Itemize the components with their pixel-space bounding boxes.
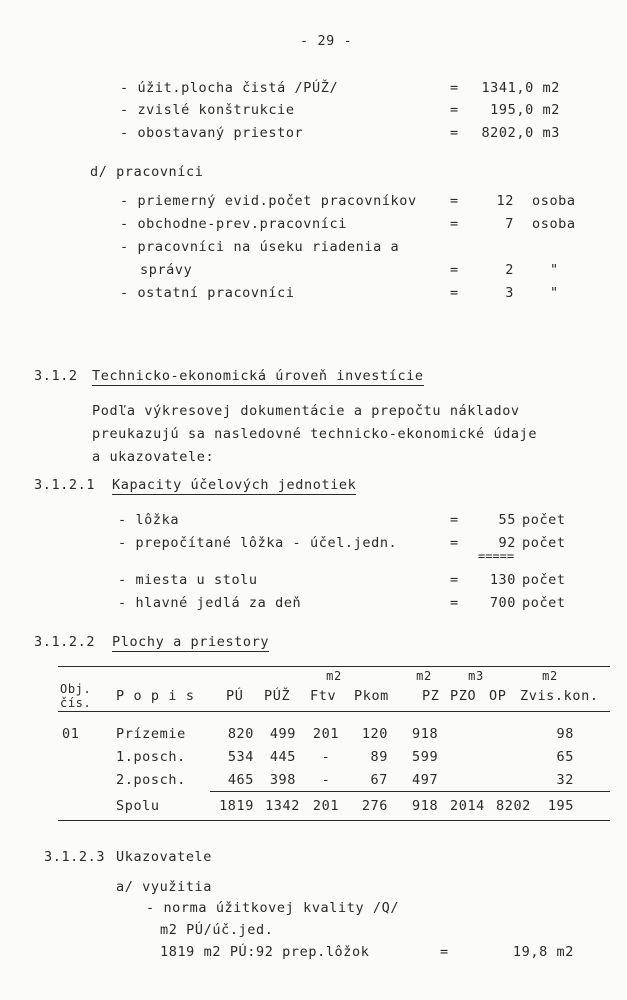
worker-item-value: 7 bbox=[505, 216, 514, 232]
indicator-unit: m2 PÚ/úč.jed. bbox=[160, 922, 274, 938]
paragraph-line: preukazujú sa nasledovné technicko-ekonomické údaje bbox=[92, 426, 538, 442]
section-title: Ukazovatele bbox=[116, 849, 213, 865]
double-underline: ===== bbox=[478, 549, 515, 563]
cell-pu: 534 bbox=[227, 749, 254, 765]
page-number: - 29 - bbox=[300, 33, 353, 49]
cell-zvis: 98 bbox=[556, 726, 574, 742]
table-rule bbox=[58, 666, 610, 667]
equals-sign: = bbox=[450, 512, 459, 528]
workers-heading: d/ pracovníci bbox=[90, 164, 204, 180]
cell-puz: 398 bbox=[269, 772, 296, 788]
worker-item-unit: " bbox=[550, 262, 559, 278]
cell-pzo: 2014 bbox=[450, 798, 485, 814]
equals-sign: = bbox=[450, 216, 459, 232]
unit-label: m2 bbox=[326, 669, 342, 683]
capacity-item-label: - hlavné jedlá za deň bbox=[118, 595, 302, 611]
cell-pz: 497 bbox=[412, 772, 439, 788]
worker-item-label: správy bbox=[140, 262, 193, 278]
equals-sign: = bbox=[440, 944, 449, 960]
capacity-item-value: 700 bbox=[489, 595, 516, 611]
cell-zvis: 32 bbox=[556, 772, 574, 788]
unit-label: m2 bbox=[542, 669, 558, 683]
equals-sign: = bbox=[450, 535, 459, 551]
indicator-calc: 1819 m2 PÚ:92 prep.lôžok bbox=[160, 944, 370, 960]
area-item-label: - obostavaný priestor bbox=[120, 125, 304, 141]
cell-zvis: 195 bbox=[547, 798, 574, 814]
capacity-item-value: 130 bbox=[489, 572, 516, 588]
header-op: OP bbox=[489, 688, 507, 704]
equals-sign: = bbox=[450, 102, 459, 118]
capacity-item-unit: počet bbox=[522, 595, 566, 611]
cell-popis: 2.posch. bbox=[116, 772, 186, 788]
worker-item-unit: osoba bbox=[532, 216, 576, 232]
cell-pu: 1819 bbox=[219, 798, 254, 814]
worker-item-value: 2 bbox=[505, 262, 514, 278]
header-ftv: Ftv bbox=[310, 688, 337, 704]
header-zvis: Zvis.kon. bbox=[520, 688, 599, 704]
cell-ftv: 201 bbox=[312, 798, 340, 814]
capacity-item-value: 92 bbox=[498, 535, 516, 551]
worker-item-unit: " bbox=[550, 285, 559, 301]
area-item-value: 195,0 m2 bbox=[490, 102, 560, 118]
worker-item-label: - ostatní pracovníci bbox=[120, 285, 295, 301]
obj-number: 01 bbox=[62, 726, 80, 742]
unit-label: m3 bbox=[468, 669, 484, 683]
cell-ftv: - bbox=[321, 749, 331, 765]
area-item-value: 1341,0 m2 bbox=[481, 80, 560, 96]
cell-pkom: 89 bbox=[370, 749, 388, 765]
capacity-item-unit: počet bbox=[522, 535, 566, 551]
cell-pkom: 67 bbox=[370, 772, 388, 788]
capacity-item-unit: počet bbox=[522, 572, 566, 588]
section-number: 3.1.2.2 bbox=[34, 634, 96, 650]
worker-item-unit: osoba bbox=[532, 193, 576, 209]
cell-popis: 1.posch. bbox=[116, 749, 186, 765]
equals-sign: = bbox=[450, 285, 459, 301]
section-number: 3.1.2.3 bbox=[44, 849, 106, 865]
equals-sign: = bbox=[450, 80, 459, 96]
header-popis: P o p i s bbox=[116, 688, 195, 704]
header-pzo: PZO bbox=[450, 688, 477, 704]
equals-sign: = bbox=[450, 125, 459, 141]
section-title: Kapacity účelových jednotiek bbox=[112, 477, 357, 493]
worker-item-value: 12 bbox=[496, 193, 514, 209]
table-rule bbox=[58, 711, 610, 712]
equals-sign: = bbox=[450, 262, 459, 278]
table-rule bbox=[210, 791, 610, 792]
cell-pz: 918 bbox=[412, 798, 439, 814]
header-pu: PÚ bbox=[226, 688, 244, 704]
section-number: 3.1.2 bbox=[34, 368, 78, 384]
cell-pu: 465 bbox=[227, 772, 254, 788]
header-obj: čís. bbox=[60, 696, 92, 710]
paragraph-line: Podľa výkresovej dokumentácie a prepočtu nákladov bbox=[92, 403, 520, 419]
header-obj: Obj. bbox=[60, 682, 92, 696]
equals-sign: = bbox=[450, 595, 459, 611]
section-title: Plochy a priestory bbox=[112, 634, 270, 650]
worker-item-label: - priemerný evid.počet pracovníkov bbox=[120, 193, 417, 209]
equals-sign: = bbox=[450, 572, 459, 588]
cell-pkom: 276 bbox=[361, 798, 388, 814]
cell-pu: 820 bbox=[227, 726, 254, 742]
area-item-value: 8202,0 m3 bbox=[481, 125, 560, 141]
cell-pz: 599 bbox=[412, 749, 439, 765]
unit-label: m2 bbox=[416, 669, 432, 683]
cell-popis: Spolu bbox=[116, 798, 160, 814]
header-pz: PZ bbox=[422, 688, 440, 704]
capacity-item-unit: počet bbox=[522, 512, 566, 528]
area-item-label: - úžit.plocha čistá /PÚŽ/ bbox=[120, 80, 339, 96]
cell-ftv: 201 bbox=[312, 726, 340, 742]
capacity-item-label: - miesta u stolu bbox=[118, 572, 258, 588]
worker-item-value: 3 bbox=[505, 285, 514, 301]
worker-item-label: - pracovníci na úseku riadenia a bbox=[120, 239, 400, 255]
cell-ftv: - bbox=[321, 772, 331, 788]
cell-puz: 1342 bbox=[265, 798, 300, 814]
capacity-item-value: 55 bbox=[498, 512, 516, 528]
header-puz: PÚŽ bbox=[264, 688, 291, 704]
cell-op: 8202 bbox=[496, 798, 531, 814]
table-rule bbox=[58, 820, 610, 821]
cell-pkom: 120 bbox=[361, 726, 388, 742]
indicator-result: 19,8 m2 bbox=[512, 944, 574, 960]
cell-puz: 445 bbox=[269, 749, 296, 765]
cell-puz: 499 bbox=[269, 726, 296, 742]
paragraph-line: a ukazovatele: bbox=[92, 449, 215, 465]
indicator-item: - norma úžitkovej kvality /Q/ bbox=[146, 900, 400, 916]
worker-item-label: - obchodne-prev.pracovníci bbox=[120, 216, 347, 232]
equals-sign: = bbox=[450, 193, 459, 209]
area-item-label: - zvislé konštrukcie bbox=[120, 102, 295, 118]
cell-pz: 918 bbox=[412, 726, 439, 742]
cell-popis: Prízemie bbox=[116, 726, 186, 742]
header-pkom: Pkom bbox=[354, 688, 389, 704]
cell-zvis: 65 bbox=[556, 749, 574, 765]
section-title: Technicko-ekonomická úroveň investície bbox=[92, 368, 424, 384]
capacity-item-label: - lôžka bbox=[118, 512, 180, 528]
section-number: 3.1.2.1 bbox=[34, 477, 96, 493]
subsection-label: a/ využitia bbox=[116, 879, 213, 895]
capacity-item-label: - prepočítané lôžka - účel.jedn. bbox=[118, 535, 398, 551]
